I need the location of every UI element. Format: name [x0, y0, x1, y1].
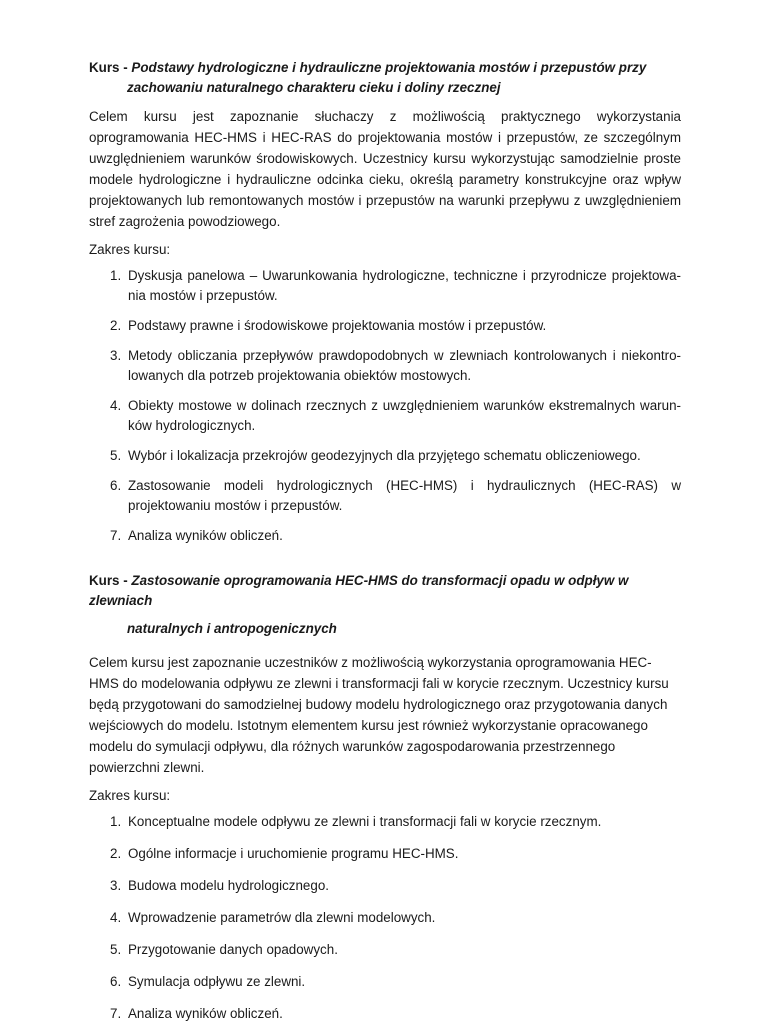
course-2-title-line-2: naturalnych i antropogenicznych — [127, 621, 337, 636]
list-item: 3. Budowa modelu hydrologicznego. — [110, 878, 329, 893]
course-2-section — [89, 571, 681, 1024]
list-item: 6. Symulacja odpływu ze zlewni. — [110, 974, 306, 989]
list-item: 1. Dyskusja panelowa – Uwarunkowania hydrologiczne, techniczne i przyrodnicze projektowania mostów i przepustów. — [110, 268, 681, 303]
course-1-title-text: Podstawy hydrologiczne i hydrauliczne projektowania mostów i przepustów przy zachowaniu naturalnego charakteru cieku i doliny rzecznej — [127, 60, 647, 95]
list-item: 7. Analiza wyników obliczeń. — [110, 1006, 283, 1021]
list-item: 1. Konceptualne modele odpływu ze zlewni i transformacji fali w korycie rzecznym. — [110, 814, 602, 829]
list-item: 6. Zastosowanie modeli hydrologicznych (HEC-HMS) i hydraulicznych (HEC-RAS) w projektowaniu mostów i przepustów. — [110, 478, 681, 513]
course-2-scope-label: Zakres kursu: — [89, 788, 171, 803]
list-item: 5. Przygotowanie danych opadowych. — [110, 942, 338, 957]
course-1-section — [89, 58, 681, 546]
course-2-prefix: Kurs - — [89, 573, 132, 588]
course-1-prefix: Kurs - — [89, 60, 132, 75]
list-item: 2. Podstawy prawne i środowiskowe projektowania mostów i przepustów. — [110, 318, 547, 333]
list-item: 4. Obiekty mostowe w dolinach rzecznych z uwzględnieniem warunków ekstremalnych warunków hydrologicznych. — [110, 398, 681, 433]
course-1-scope-label: Zakres kursu: — [89, 242, 171, 257]
list-item: 2. Ogólne informacje i uruchomienie programu HEC-HMS. — [110, 846, 459, 861]
list-item: 4. Wprowadzenie parametrów dla zlewni modelowych. — [110, 910, 436, 925]
course-1-title — [89, 58, 681, 98]
document-page — [89, 58, 681, 1036]
course-2-title — [89, 571, 681, 639]
course-2-intro: Celem kursu jest zapoznanie uczestników z możliwością wykorzystania oprogramowania HEC-HMS do modelowania odpływu ze zlewni i transformacji fali w korycie rzecznym. Uczestnicy kursu będą przygotowani do samodzielnej budowy modelu hydrologicznego oraz przygotowania danych wejściowych do modelu. Istotnym elementem kursu jest również wykorzystanie opracowanego modelu do symulacji odpływu, dla różnych warunków zagospodarowania przestrzennego powierzchni zlewni. — [89, 655, 669, 775]
course-1-scope-list — [89, 266, 681, 546]
list-item: 7. Analiza wyników obliczeń. — [110, 528, 283, 543]
course-2-scope-list — [89, 812, 681, 1024]
list-item: 3. Metody obliczania przepływów prawdopodobnych w zlewniach kontrolowanych i niekontrolowanych dla potrzeb projektowania obiektów mostowych. — [110, 348, 681, 383]
course-2-title-line-1: Kurs - Zastosowanie oprogramowania HEC-HMS do transformacji opadu w odpływ w zlewniach — [89, 573, 629, 608]
course-1-intro: Celem kursu jest zapoznanie słuchaczy z możliwością praktycznego wykorzystania oprogramowania HEC-HMS i HEC-RAS do projektowania mostów i przepustów, ze szczególnym uwzględnieniem warunków środowiskowych. Uczestnicy kursu wykorzystując samodzielnie proste modele hydrologiczne i hydrauliczne odcinka cieku, określą parametry konstrukcyjne oraz wpływ projektowanych lub remontowanych mostów i przepustów na warunki przepływu z uwzględnieniem stref zagrożenia powodziowego. — [89, 109, 681, 229]
list-item: 5. Wybór i lokalizacja przekrojów geodezyjnych dla przyjętego schematu obliczeniowego. — [110, 448, 641, 463]
